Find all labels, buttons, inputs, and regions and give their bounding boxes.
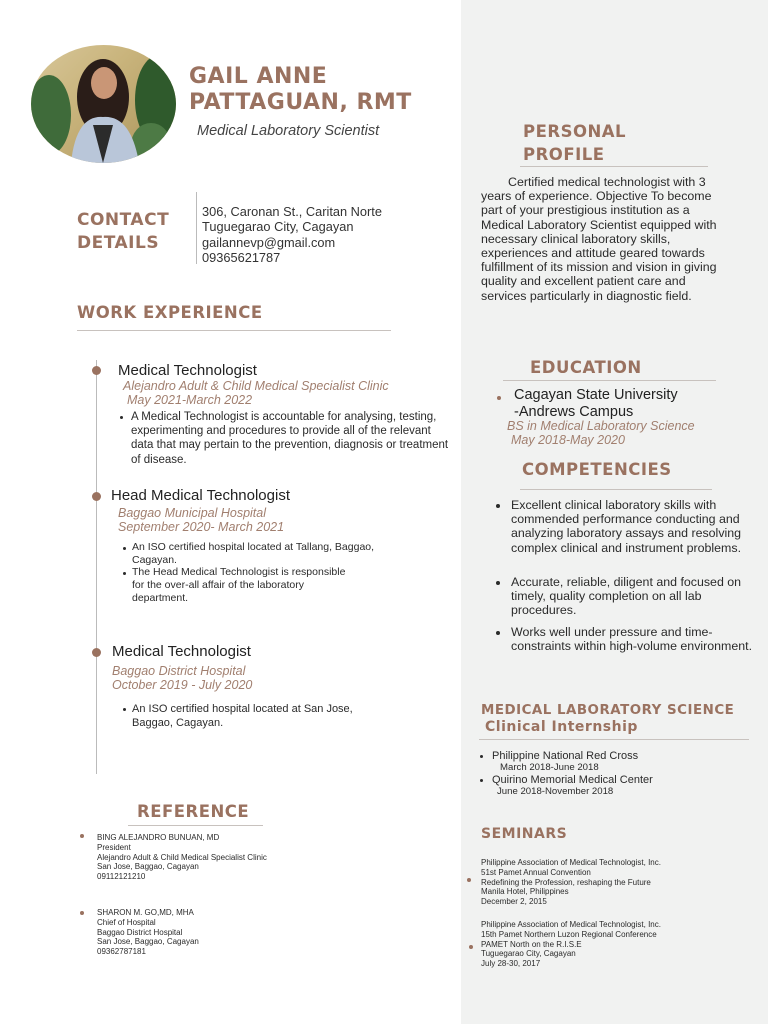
competency-2: Accurate, reliable, diligent and focused on timely, quality completion on all lab procedures. xyxy=(511,575,742,618)
profile-rule xyxy=(520,166,708,167)
name-line-2: PATTAGUAN, RMT xyxy=(189,90,412,115)
reference-dot xyxy=(80,834,84,838)
address-line-1: 306, Caronan St., Caritan Norte xyxy=(202,204,382,219)
phone-text: 09365621787 xyxy=(202,249,281,265)
job-bullet-3-1: An ISO certified hospital located at San Jose, Baggao, Cagayan. xyxy=(132,703,353,729)
seminar-2 xyxy=(481,920,661,969)
reference-2-line: 09362787181 xyxy=(97,947,146,957)
seminar-2-line: July 28-30, 2017 xyxy=(481,959,541,969)
seminar-dot xyxy=(467,878,471,882)
reference-rule xyxy=(128,825,263,826)
job-dates-1: May 2021-March 2022 xyxy=(127,393,253,407)
work-rule xyxy=(77,330,391,331)
timeline-line xyxy=(96,360,97,774)
contact-heading-2: DETAILS xyxy=(77,233,160,253)
seminar-1-line: Manila Hotel, Philippines xyxy=(481,887,569,897)
competency-3: Works well under pressure and time-constraints within high-volume environment. xyxy=(511,625,753,654)
seminar-1-line: December 2, 2015 xyxy=(481,897,547,907)
reference-1 xyxy=(97,833,267,882)
seminar-1-line: Redefining the Profession, reshaping the Future xyxy=(481,877,651,887)
education-dates: May 2018-May 2020 xyxy=(511,433,625,447)
degree-text: BS in Medical Laboratory Science xyxy=(507,419,695,433)
reference-1-line: San Jose, Baggao, Cagayan xyxy=(97,862,199,872)
seminar-2-line: Tuguegarao City, Cagayan xyxy=(481,949,576,959)
timeline-dot xyxy=(92,366,101,375)
school-line-2: -Andrews Campus xyxy=(514,404,634,420)
competencies-rule xyxy=(520,489,712,490)
profile-heading-2: PROFILE xyxy=(523,145,605,164)
internship-place-2: Quirino Memorial Medical Center xyxy=(492,774,653,786)
contact-heading-1: CONTACT xyxy=(77,210,170,230)
job-title-3: Medical Technologist xyxy=(112,643,251,660)
reference-2 xyxy=(97,908,199,957)
education-heading: EDUCATION xyxy=(530,358,642,377)
seminar-dot xyxy=(469,945,473,949)
reference-1-line: 09112121210 xyxy=(97,872,146,882)
reference-dot xyxy=(80,911,84,915)
seminar-2-line: Philippine Association of Medical Technologist, Inc. xyxy=(481,920,661,929)
reference-2-line: Chief of Hospital xyxy=(97,917,156,927)
job-place-3: Baggao District Hospital xyxy=(112,664,246,678)
bullet-dot xyxy=(480,779,483,782)
reference-1-line: Alejandro Adult & Child Medical Specialist Clinic xyxy=(97,852,267,862)
reference-2-line: SHARON M. GO,MD, MHA xyxy=(97,908,194,917)
timeline-dot xyxy=(92,492,101,501)
job-dates-2: September 2020- March 2021 xyxy=(118,520,285,534)
internship-dates-1: March 2018-June 2018 xyxy=(500,762,599,773)
contact-block xyxy=(202,204,382,265)
timeline-dot xyxy=(92,648,101,657)
reference-2-line: San Jose, Baggao, Cagayan xyxy=(97,937,199,947)
seminars-heading: SEMINARS xyxy=(481,826,568,842)
bullet-dot xyxy=(123,708,126,711)
internship-heading-2: Clinical Internship xyxy=(485,719,638,735)
job-title-1: Medical Technologist xyxy=(118,362,257,379)
seminar-1-line: Philippine Association of Medical Technologist, Inc. xyxy=(481,858,661,867)
education-rule xyxy=(503,380,716,381)
address-line-2: Tuguegarao City, Cagayan xyxy=(202,219,354,235)
bullet-dot xyxy=(496,581,500,585)
internship-rule xyxy=(479,739,749,740)
seminar-2-line: 15th Pamet Northern Luzon Regional Conference xyxy=(481,929,657,939)
job-place-2: Baggao Municipal Hospital xyxy=(118,506,267,520)
school-line-1: Cagayan State University xyxy=(514,387,678,403)
competency-1: Excellent clinical laboratory skills with commended performance conducting and analyzing laboratory assays and resolving complex clinical and instrument problems. xyxy=(511,498,742,555)
internship-place-1: Philippine National Red Cross xyxy=(492,750,639,762)
bullet-dot xyxy=(480,755,483,758)
profile-photo xyxy=(31,45,176,163)
seminar-2-line: PAMET North on the R.I.S.E xyxy=(481,939,582,949)
job-title-2: Head Medical Technologist xyxy=(111,487,290,504)
reference-heading: REFERENCE xyxy=(137,802,250,821)
bullet-dot xyxy=(123,547,126,550)
job-bullet-2-2: The Head Medical Technologist is responsible for the over-all affair of the laboratory department. xyxy=(132,566,346,604)
competencies-heading: COMPETENCIES xyxy=(522,460,672,479)
job-dates-3: October 2019 - July 2020 xyxy=(112,678,253,692)
email-text: gailannevp@gmail.com xyxy=(202,234,336,250)
contact-divider xyxy=(196,192,197,264)
profile-heading-1: PERSONAL xyxy=(523,122,627,141)
bullet-dot xyxy=(496,504,500,508)
job-bullet-2-1: An ISO certified hospital located at Tallang, Baggao, Cagayan. xyxy=(132,541,375,566)
seminar-1 xyxy=(481,858,661,907)
job-title: Medical Laboratory Scientist xyxy=(197,123,380,139)
education-dot xyxy=(497,396,501,400)
name-line-1: GAIL ANNE xyxy=(189,64,328,89)
bullet-dot xyxy=(123,572,126,575)
profile-text: Certified medical technologist with 3 years of experience. Objective To become part of your prestigious institution as a Medical Laboratory Scientist equipped with necessary clinical laboratory skills, experiences and attitude geared towards fulfillment of its mission and vision in giving quality and excellent patient care and services particularly in diagnostic field. xyxy=(481,175,717,303)
bullet-dot xyxy=(120,416,123,419)
seminar-1-line: 51st Pamet Annual Convention xyxy=(481,867,591,877)
reference-1-line: President xyxy=(97,842,131,852)
job-bullet-1-1: A Medical Technologist is accountable for analysing, testing, experimenting and procedures to provide all of the relevant data that may pertain to the prevention, diagnosis or treatment of disease. xyxy=(131,411,449,466)
internship-heading-1: MEDICAL LABORATORY SCIENCE xyxy=(481,703,735,718)
internship-dates-2: June 2018-November 2018 xyxy=(497,786,614,797)
job-place-1: Alejandro Adult & Child Medical Specialist Clinic xyxy=(123,379,389,393)
bullet-dot xyxy=(496,631,500,635)
work-heading: WORK EXPERIENCE xyxy=(77,303,263,322)
reference-2-line: Baggao District Hospital xyxy=(97,927,183,937)
reference-1-line: BING ALEJANDRO BUNUAN, MD xyxy=(97,833,220,842)
